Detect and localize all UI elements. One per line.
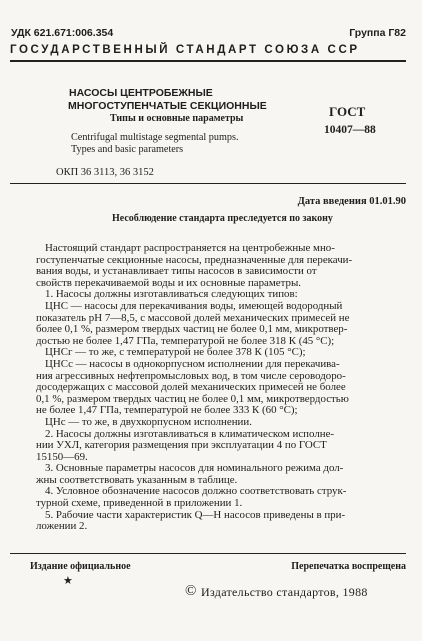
text-line: ЦНс — то же, в двухкорпусном исполнении. bbox=[45, 415, 252, 428]
gost-label: ГОСТ bbox=[329, 104, 366, 119]
edition-label: Издание официальное bbox=[30, 561, 131, 572]
copyright-icon: © bbox=[185, 583, 197, 599]
text-line: ЦНСс — насосы в однокорпусном исполнении для перекачива- bbox=[45, 357, 340, 370]
title-en-line2: Types and basic parameters bbox=[71, 144, 184, 155]
text-line: свойств перекачиваемой воды и их основные параметры. bbox=[36, 276, 301, 289]
udk-code: УДК 621.671:006.354 bbox=[11, 27, 114, 39]
footer-rule bbox=[10, 553, 406, 554]
reprint-notice: Перепечатка воспрещена bbox=[291, 561, 406, 572]
star-icon: ★ bbox=[63, 575, 73, 587]
title-ru-line1: НАСОСЫ ЦЕНТРОБЕЖНЫЕ bbox=[69, 87, 213, 99]
okp-code: ОКП 36 3113, 36 3152 bbox=[56, 167, 154, 178]
title-en-line1: Centrifugal multistage segmental pumps. bbox=[71, 132, 239, 143]
text-line: не более 1,47 ГПа, температурой не более 333 К (60 °С); bbox=[36, 404, 298, 417]
text-line: 1. Насосы должны изготавливаться следующих типов: bbox=[45, 288, 298, 301]
text-line: Настоящий стандарт распространяется на центробежные мно- bbox=[45, 242, 335, 254]
text-line: более 0,1 %, размером твердых частиц не более 0,1 мм, микротвер- bbox=[36, 323, 348, 336]
text-line: показатель рН 7—8,5, с массовой долей механических примесей не bbox=[36, 311, 350, 324]
title-ru-subtitle: Типы и основные параметры bbox=[110, 113, 244, 124]
text-line: ЦНСг — то же, с температурой не более 378 К (105 °С); bbox=[45, 346, 306, 359]
text-line: 2. Насосы должны изготавливаться в климатическом исполне- bbox=[45, 427, 335, 440]
publisher: Издательство стандартов, 1988 bbox=[201, 585, 368, 599]
text-line: 15150—69. bbox=[36, 450, 88, 463]
text-line: нии УХЛ, категория размещения при эксплуатации 4 по ГОСТ bbox=[36, 439, 327, 452]
text-line: ния агрессивных нефтепромысловых вод, в том числе сероводоро- bbox=[36, 369, 346, 382]
text-line: 5. Рабочие части характеристик Q—H насосов приведены в при- bbox=[45, 508, 346, 521]
intro-date: Дата введения 01.01.90 bbox=[297, 196, 406, 207]
body-text bbox=[36, 243, 397, 533]
text-line: 3. Основные параметры насосов для номинального режима дол- bbox=[45, 462, 344, 475]
org-heading: ГОСУДАРСТВЕННЫЙ СТАНДАРТ СОЮЗА ССР bbox=[10, 44, 360, 56]
text-line: 0,1 %, размером твердых частиц не более 0,1 мм, микротвердостью bbox=[36, 392, 349, 405]
text-line: гоступенчатые секционные насосы, предназначенные для перекачи- bbox=[36, 253, 353, 266]
legal-notice: Несоблюдение стандарта преследуется по закону bbox=[112, 213, 333, 224]
header-rule bbox=[10, 60, 406, 62]
text-line: вания воды, и устанавливает типы насосов в зависимости от bbox=[36, 265, 317, 278]
text-line: жны соответствовать указанным в таблице. bbox=[36, 473, 238, 486]
text-line: достью не более 1,47 ГПа, температурой не более 318 К (45 °С); bbox=[36, 334, 335, 347]
text-line: ложении 2. bbox=[36, 520, 88, 533]
text-line: турной схеме, приведенной в приложении 1. bbox=[36, 497, 243, 510]
title-ru-line2: МНОГОСТУПЕНЧАТЫЕ СЕКЦИОННЫЕ bbox=[68, 100, 267, 112]
gost-number: 10407—88 bbox=[324, 124, 376, 136]
title-rule bbox=[10, 183, 406, 184]
text-line: ЦНС — насосы для перекачивания воды, имеющей водородный bbox=[45, 299, 343, 312]
text-line: 4. Условное обозначение насосов должно соответствовать струк- bbox=[45, 485, 347, 498]
text-line: досодержащих с массовой долей механических примесей не более bbox=[36, 381, 346, 394]
group-code: Группа Г82 bbox=[349, 27, 406, 39]
